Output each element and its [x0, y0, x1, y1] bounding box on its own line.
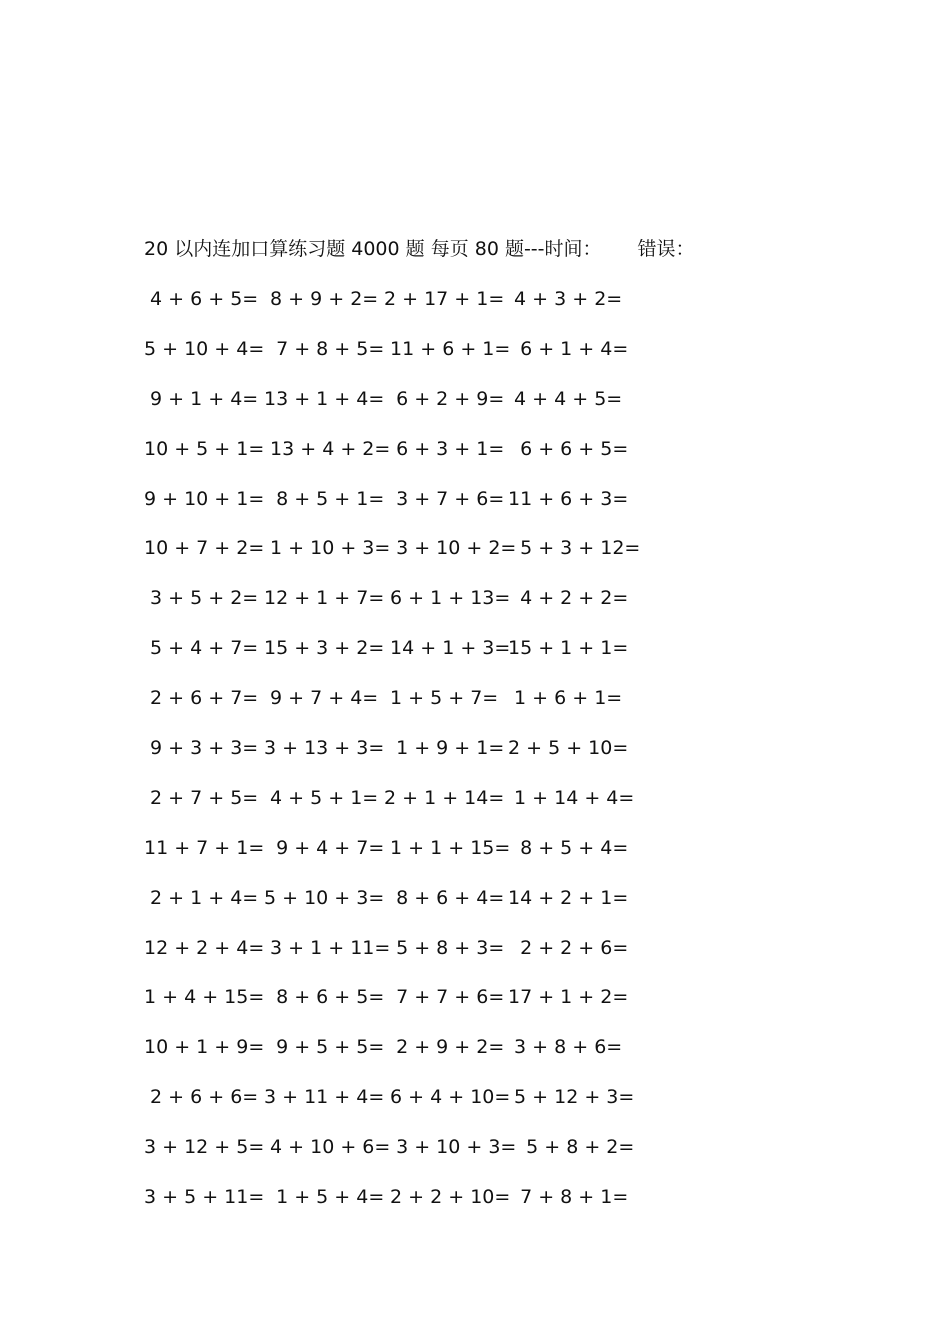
arithmetic-problem: 3 + 5 + 11= [144, 1186, 265, 1209]
arithmetic-problem: 5 + 4 + 7= [144, 637, 259, 660]
arithmetic-problem: 7 + 8 + 5= [264, 337, 385, 360]
arithmetic-problem: 15 + 3 + 2= [264, 637, 385, 660]
arithmetic-problem: 1 + 5 + 7= [384, 687, 499, 710]
arithmetic-problem: 13 + 4 + 2= [264, 437, 391, 460]
arithmetic-problem: 9 + 1 + 4= [144, 387, 259, 410]
arithmetic-problem: 3 + 1 + 11= [264, 936, 391, 959]
arithmetic-problem: 8 + 5 + 1= [264, 487, 385, 510]
arithmetic-problem: 2 + 2 + 10= [384, 1186, 511, 1209]
arithmetic-problem: 14 + 1 + 3= [384, 637, 511, 660]
arithmetic-problem: 4 + 2 + 2= [508, 587, 629, 610]
arithmetic-problem: 4 + 5 + 1= [264, 786, 379, 809]
arithmetic-problem: 9 + 4 + 7= [264, 836, 385, 859]
arithmetic-problem: 2 + 2 + 6= [508, 936, 629, 959]
arithmetic-problem: 1 + 9 + 1= [384, 737, 505, 760]
arithmetic-problem: 5 + 8 + 2= [508, 1136, 635, 1159]
arithmetic-problem: 12 + 1 + 7= [264, 587, 385, 610]
arithmetic-problem: 7 + 8 + 1= [508, 1186, 629, 1209]
arithmetic-problem: 2 + 5 + 10= [508, 737, 629, 760]
arithmetic-problem: 1 + 14 + 4= [508, 786, 635, 809]
arithmetic-problem: 3 + 12 + 5= [144, 1136, 265, 1159]
arithmetic-problem: 2 + 17 + 1= [384, 288, 505, 310]
arithmetic-problem: 2 + 6 + 6= [144, 1086, 259, 1109]
arithmetic-problem: 10 + 7 + 2= [144, 537, 265, 560]
arithmetic-problem: 14 + 2 + 1= [508, 886, 629, 909]
arithmetic-problem: 10 + 5 + 1= [144, 437, 265, 460]
arithmetic-problem: 5 + 8 + 3= [384, 936, 505, 959]
arithmetic-problem: 3 + 5 + 2= [144, 587, 259, 610]
arithmetic-problem: 4 + 4 + 5= [508, 387, 623, 410]
arithmetic-problem: 1 + 1 + 15= [384, 836, 511, 859]
arithmetic-problem: 1 + 10 + 3= [264, 537, 391, 560]
arithmetic-problem: 1 + 5 + 4= [264, 1186, 385, 1209]
arithmetic-problem: 2 + 7 + 5= [144, 786, 259, 809]
arithmetic-problem: 2 + 1 + 4= [144, 886, 259, 909]
arithmetic-problem: 4 + 3 + 2= [508, 288, 623, 310]
arithmetic-problem: 11 + 6 + 1= [384, 337, 511, 360]
arithmetic-problem: 6 + 3 + 1= [384, 437, 505, 460]
arithmetic-problem: 1 + 4 + 15= [144, 986, 265, 1009]
arithmetic-problem: 4 + 6 + 5= [144, 288, 259, 310]
arithmetic-problem: 11 + 7 + 1= [144, 836, 265, 859]
arithmetic-problem: 7 + 7 + 6= [384, 986, 505, 1009]
arithmetic-problem: 3 + 10 + 3= [384, 1136, 517, 1159]
arithmetic-problem: 3 + 7 + 6= [384, 487, 505, 510]
arithmetic-problem: 11 + 6 + 3= [508, 487, 629, 510]
arithmetic-problem: 13 + 1 + 4= [264, 387, 385, 410]
arithmetic-problem: 5 + 10 + 3= [264, 886, 385, 909]
arithmetic-problem: 3 + 11 + 4= [264, 1086, 385, 1109]
arithmetic-problem: 5 + 3 + 12= [508, 537, 641, 560]
arithmetic-problem: 3 + 10 + 2= [384, 537, 517, 560]
arithmetic-problem: 2 + 6 + 7= [144, 687, 259, 710]
worksheet-header [144, 236, 695, 262]
arithmetic-problem: 4 + 10 + 6= [264, 1136, 391, 1159]
arithmetic-problem: 8 + 6 + 4= [384, 886, 505, 909]
arithmetic-problem: 6 + 1 + 4= [508, 337, 629, 360]
arithmetic-problem: 3 + 13 + 3= [264, 737, 385, 760]
arithmetic-problem: 8 + 9 + 2= [264, 288, 379, 310]
arithmetic-problem: 9 + 10 + 1= [144, 487, 265, 510]
arithmetic-problem: 3 + 8 + 6= [508, 1036, 623, 1059]
arithmetic-problem: 2 + 9 + 2= [384, 1036, 505, 1059]
arithmetic-problem: 8 + 5 + 4= [508, 836, 629, 859]
worksheet-title: 20 以内连加口算练习题 4000 题 每页 80 题---时间： [144, 238, 602, 260]
arithmetic-problem: 17 + 1 + 2= [508, 986, 629, 1009]
arithmetic-problem: 5 + 12 + 3= [508, 1086, 635, 1109]
arithmetic-problem: 2 + 1 + 14= [384, 786, 505, 809]
arithmetic-problem: 6 + 4 + 10= [384, 1086, 511, 1109]
arithmetic-problem: 5 + 10 + 4= [144, 337, 265, 360]
arithmetic-problem: 9 + 7 + 4= [264, 687, 379, 710]
arithmetic-problem: 12 + 2 + 4= [144, 936, 265, 959]
arithmetic-problem: 9 + 5 + 5= [264, 1036, 385, 1059]
arithmetic-problem: 8 + 6 + 5= [264, 986, 385, 1009]
arithmetic-problem: 6 + 1 + 13= [384, 587, 511, 610]
arithmetic-problem: 6 + 2 + 9= [384, 387, 505, 410]
arithmetic-problem: 15 + 1 + 1= [508, 637, 629, 660]
arithmetic-problem: 9 + 3 + 3= [144, 737, 259, 760]
arithmetic-problem: 10 + 1 + 9= [144, 1036, 265, 1059]
errors-label: 错误： [637, 238, 695, 260]
arithmetic-problem: 1 + 6 + 1= [508, 687, 623, 710]
arithmetic-problem: 6 + 6 + 5= [508, 437, 629, 460]
